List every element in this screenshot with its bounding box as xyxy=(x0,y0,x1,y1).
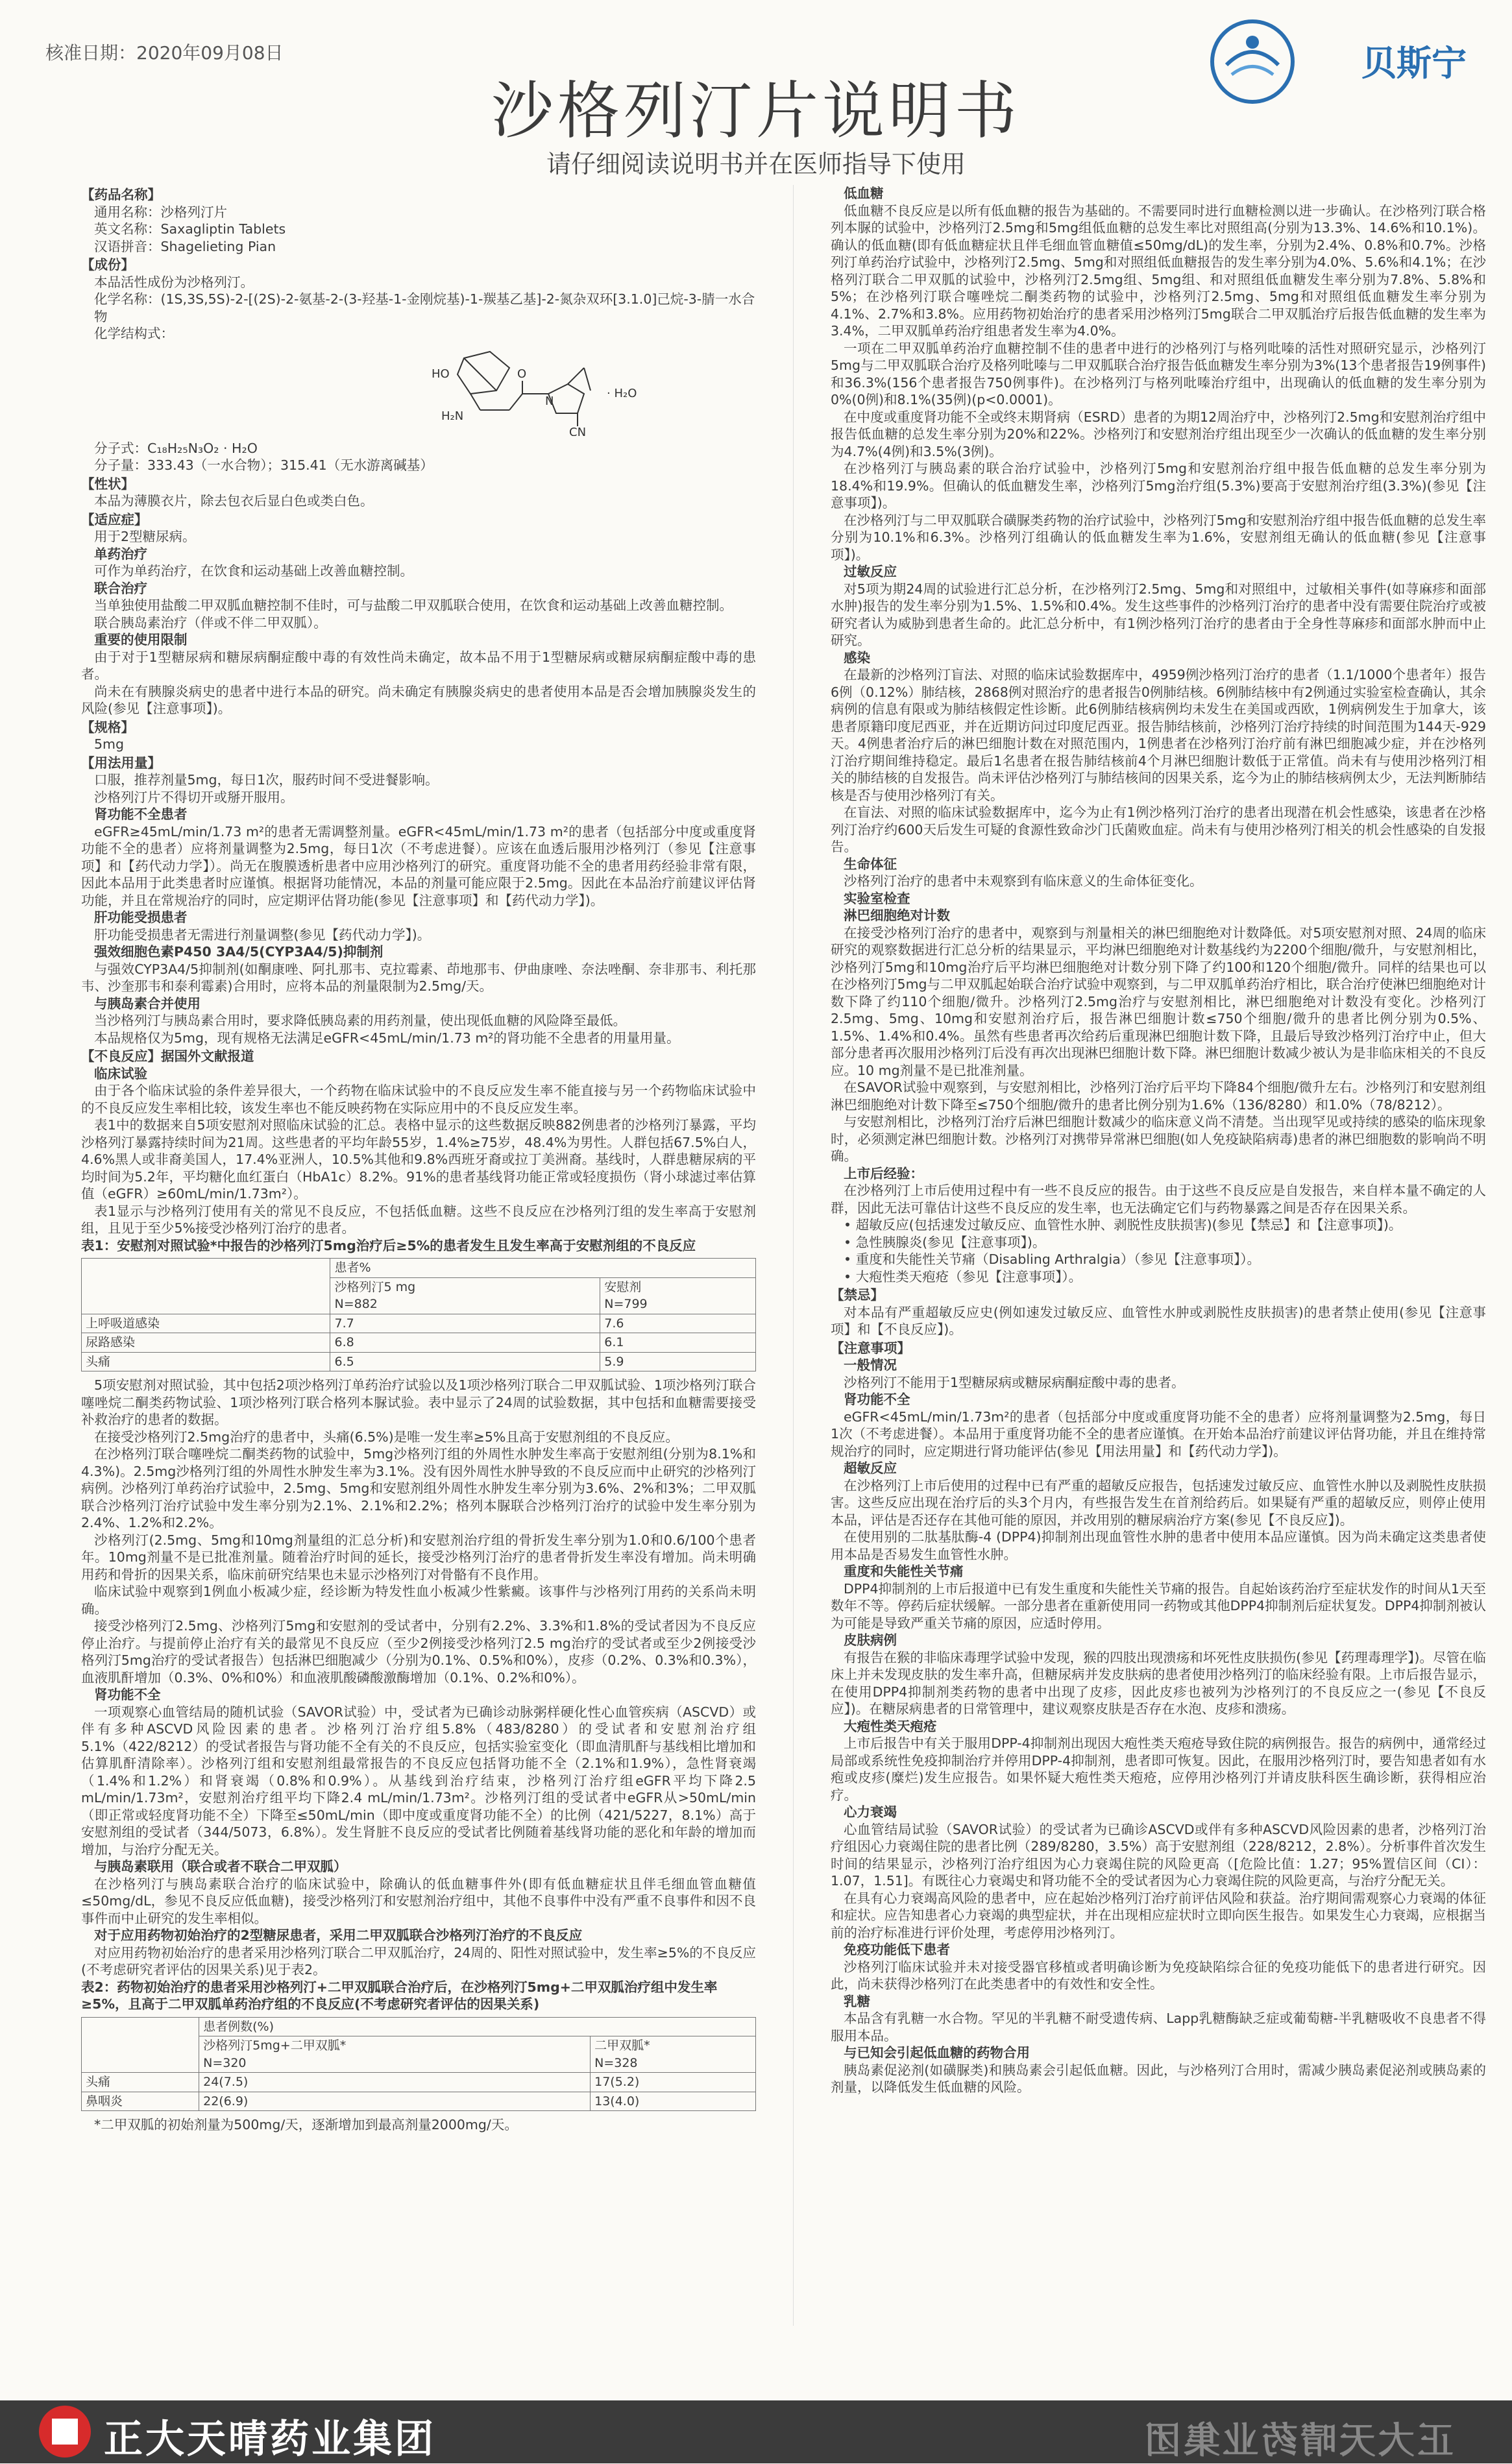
table-header-n: N=320 xyxy=(203,2055,247,2070)
precaution-renal-heading: 肾功能不全 xyxy=(844,1392,910,1407)
postmarketing-item: • 急性胰腺炎(参见【注意事项】)。 xyxy=(844,1234,1046,1250)
hypersensitivity-text: 对5项为期24周的试验进行汇总分析，在沙格列汀2.5mg、5mg和对照组中，过敏相关事件(如荨麻疹和面部水肿)报告的发生率分别为1.5%、1.5%和0.4%。发生这些事件的沙格列汀治疗的患者中没有需要住院治疗或被研究者认为威胁到患者生命的。此汇总分析中，有1例沙格列汀治疗的患者由于全身性荨麻疹和面部水肿而中止研究。 xyxy=(831,581,1486,648)
table-row: 头痛 24(7.5) 17(5.2) xyxy=(82,2073,756,2092)
mono-therapy-heading: 单药治疗 xyxy=(94,546,147,562)
section-properties: 【性状】 xyxy=(81,476,134,492)
dosage-text: 口服，推荐剂量5mg，每日1次，服药时间不受进餐影响。 xyxy=(94,772,439,788)
arthralgia-heading: 重度和失能性关节痛 xyxy=(844,1564,964,1579)
renal-adr-text: 一项观察心血管结局的随机试验（SAVOR试验）中，受试者为已确诊动脉粥样硬化性心血管疾病（ASCVD）或伴有多种ASCVD风险因素的患者。沙格列汀治疗组5.8%（483/8280）的受试者和安慰剂治疗组5.1%（422/8212）的受试者报告与肾功能不全有关的不良反应，包括实验室变化（即血清肌酐与基线相比增加和估算肌酐清除率）。沙格列汀组和安慰剂组最常报告的不良反应包括肾功能不全（2.1%和1.9%），急性肾衰竭（1.4%和1.2%）和肾衰竭（0.8%和0.9%）。从基线到治疗结束，沙格列汀治疗组eGFR平均下降2.5 mL/min/1.73m²，安慰剂治疗组平均下降2.4 mL/min/1.73m²。沙格列汀组的受试者中eGFR从>50mL/min（即正常或轻度肾功能不全）下降至≤50mL/min（即中度或重度肾功能不全）的比例（421/5227，8.1%）高于安慰剂组的受试者（344/5073，6.8%）。发生肾脏不良反应的受试者比例随着基线肾功能的恶化和年龄的增加而增加，与治疗分配无关。 xyxy=(81,1704,756,1857)
right-column xyxy=(831,185,1486,2329)
infection-heading: 感染 xyxy=(844,649,870,666)
table-row: 鼻咽炎 22(6.9) 13(4.0) xyxy=(82,2092,756,2111)
bullous-pemphigoid-text: 上市后报告中有关于服用DPP-4抑制剂出现因大疱性类天疱疮导致住院的病例报告。报告的病例中，通常经过局部或系统性免疫抑制治疗并停用DPP-4抑制剂，患者即可恢复。因此，在服用沙格列汀时，要告知患者如有水疱或皮疹(糜烂)发生应报告。如果怀疑大疱性类天疱疮，应停用沙格列汀并请皮肤科医生确诊断，获得相应治疗。 xyxy=(831,1735,1486,1803)
clinical-trials-text: 表1中的数据来自5项安慰剂对照临床试验的汇总。表格中显示的这些数据反映882例患者的沙格列汀暴露，平均沙格列汀暴露持续时间为21周。这些患者的平均年龄55岁，1.4%≥75岁，48.4%为男性。人群包括67.5%白人，4.6%黑人或非裔美国人，17.4%亚洲人，10.5%其他和9.8%西班牙裔或拉丁美洲裔。基线时，人群患糖尿病的平均时间为5.2年，平均糖化血红蛋白（HbA1c）8.2%。91%的患者基线肾功能正常或轻度损伤（肾小球滤过率估算值（eGFR）≥60mL/min/1.73m²）。 xyxy=(81,1117,756,1202)
adr-text: 在沙格列汀联合噻唑烷二酮类药物的试验中，5mg沙格列汀组的外周性水肿发生率高于安慰剂组(分别为8.1%和4.3%)。2.5mg沙格列汀组的外周性水肿发生率为3.1%。没有因外周性水肿导致的不良反应而中止研究的沙格列汀病例。沙格列汀单药治疗试验中，2.5mg、5mg和安慰剂组外周性水肿发生率分别为3.6%、2%和3%；二甲双胍联合沙格列汀治疗试验中发生率分别为2.1%、2.1%和2.2%；格列本脲联合沙格列汀治疗的试验中发生率分别为2.4%、1.2%和2.2%。 xyxy=(81,1446,756,1530)
combo-therapy-heading: 联合治疗 xyxy=(94,580,147,596)
table-cell xyxy=(82,1259,330,1314)
section-dosage: 【用法用量】 xyxy=(81,755,161,771)
molecular-formula: 分子式：C₁₈H₂₅N₃O₂ · H₂O xyxy=(94,440,258,456)
insulin-heading: 与胰岛素合并使用 xyxy=(94,995,201,1011)
table-row: 头痛 6.5 5.9 xyxy=(82,1352,756,1371)
skin-heading: 皮肤病例 xyxy=(844,1632,897,1648)
vital-signs-heading: 生命体征 xyxy=(844,856,897,872)
cyp-heading: 强效细胞色素P450 3A4/5(CYP3A4/5)抑制剂 xyxy=(94,944,384,960)
lactose-heading: 乳糖 xyxy=(844,1993,870,2009)
hypo-drugs-heading: 与已知会引起低血糖的药物合用 xyxy=(844,2045,1030,2060)
table-header-label: 沙格列汀5mg+二甲双胍* xyxy=(203,2038,347,2053)
general-heading: 一般情况 xyxy=(844,1357,897,1373)
section-contraindications: 【禁忌】 xyxy=(831,1287,884,1303)
table-header xyxy=(199,2036,591,2073)
infection-text: 在最新的沙格列汀盲法、对照的临床试验数据库中，4959例沙格列汀治疗的患者（1.1/1000个患者年）报告6例（0.12%）肺结核，2868例对照治疗的患者报告0例肺结核。6例肺结核中有2例通过实验室检查确认，其余病例的信息有限或为肺结核假定性诊断。此6例肺结核病例均未发生在美国或西欧，1例病例发生于加拿大，该患者原籍印度尼西亚，并在近期访问过印度尼西亚。报告肺结核前，沙格列汀治疗持续的时间范围为144天-929天。4例患者治疗后的淋巴细胞计数在对照范围内，1例患者在沙格列汀治疗前有淋巴细胞减少症，并在沙格列汀治疗期间维持稳定。最后1名患者在报告肺结核前4个月淋巴细胞计数低于正常值。尚未有与使用沙格列汀相关的肺结核的自发报告。尚未评估沙格列汀与肺结核间的因果关系，迄今为止的肺结核病例太少，无法判断肺结核是否与使用沙格列汀有关。 xyxy=(831,667,1486,803)
struct-label-h2n: H₂N xyxy=(441,409,464,423)
table-row: 上呼吸道感染 7.7 7.6 xyxy=(82,1314,756,1333)
company-name: 正大天晴药业集团 xyxy=(104,2417,436,2462)
company-logo-icon xyxy=(39,2406,91,2458)
section-precautions: 【注意事项】 xyxy=(831,1340,910,1356)
hypoglycemia-text: 在中度或重度肾功能不全或终末期肾病（ESRD）患者的为期12周治疗中，沙格列汀2.5mg和安慰剂治疗组中报告低血糖的总发生率分别为20%和22%。沙格列汀和安慰剂治疗组出现至少一次确认的低血糖的发生率分别为4.7%(4例)和3.5%(3例)。 xyxy=(831,409,1486,459)
table-header-label: 沙格列汀5 mg xyxy=(334,1279,416,1294)
adr-text: 在接受沙格列汀2.5mg治疗的患者中，头痛(6.5%)是唯一发生率≥5%且高于安慰剂组的不良反应。 xyxy=(94,1429,679,1445)
section-adverse-reactions: 【不良反应】据国外文献报道 xyxy=(81,1048,254,1064)
specification-text: 5mg xyxy=(94,736,125,752)
insulin-adr-text: 在沙格列汀与胰岛素联合治疗的临床试验中，除确认的低血糖事件外(即有低血糖症状且伴毛细血管血糖值≤50mg/dL，参见不良反应低血糖)，接受沙格列汀和安慰剂治疗组中，其他不良事件中没有严重不良事件和因不良事件而中止研究的发生率相似。 xyxy=(81,1876,756,1926)
immunocompromised-text: 沙格列汀临床试验并未对接受器官移植或者明确诊断为免疫缺陷综合征的免疫功能低下的患者进行研究。因此，尚未获得沙格列汀在此类患者中的有效性和安全性。 xyxy=(831,1959,1486,1992)
adr-text: 5项安慰剂对照试验，其中包括2项沙格列汀单药治疗试验以及1项沙格列汀联合二甲双胍试验、1项沙格列汀联合噻唑烷二酮类药物试验、1项沙格列汀联合格列本脲试验。表中显示了24周的试验数据，其中包括和血糖需要接受补救治疗的患者的数据。 xyxy=(81,1377,756,1427)
hypoglycemia-text: 在沙格列汀与二甲双胍联合磺脲类药物的治疗试验中，沙格列汀5mg和安慰剂治疗组中报告低血糖的总发生率分别为10.1%和6.3%。沙格列汀组确认的低血糖发生率为1.6%，安慰剂组无确认的低血糖(参见【注意事项】)。 xyxy=(831,512,1486,562)
heart-failure-heading: 心力衰竭 xyxy=(844,1804,897,1820)
struct-label-cn: CN xyxy=(569,425,587,436)
section-indications: 【适应症】 xyxy=(81,511,148,527)
struct-label-o: O xyxy=(517,367,527,381)
section-specification: 【规格】 xyxy=(81,719,134,735)
lab-tests-heading: 实验室检查 xyxy=(844,890,910,906)
metformin-adr-heading: 对于应用药物初始治疗的2型糖尿患者，采用二甲双胍联合沙格列汀治疗的不良反应 xyxy=(94,1927,583,1943)
section-composition: 【成份】 xyxy=(81,257,134,272)
composition-line: 本品活性成份为沙格列汀。 xyxy=(94,274,254,290)
precaution-hypersensitivity-text: 在使用别的二肽基肽酶-4 (DPP4)抑制剂出现血管性水肿的患者中使用本品应谨慎。因为尚未确定这类患者使用本品是否易发生血管性水肿。 xyxy=(831,1529,1486,1562)
heart-failure-text: 心血管结局试验（SAVOR试验）的受试者为已确诊ASCVD或伴有多种ASCVD风险因素的患者，沙格列汀治疗组因心力衰竭住院的患者比例（289/8280，3.5%）高于安慰剂组（228/8212，2.8%）。分析事件首次发生时间的结果显示，沙格列汀治疗组因为心力衰竭住院的风险更高（[危险比值：1.27；95%置信区间（CI）：1.07，1.51]。有既往心力衰竭史和肾功能不全的受试者因为心力衰竭住院的风险更高，与治疗分配无关。 xyxy=(831,1821,1486,1889)
renal-heading: 肾功能不全患者 xyxy=(94,806,188,822)
limitations-heading: 重要的使用限制 xyxy=(94,632,188,647)
approval-date: 核准日期：2020年09月08日 xyxy=(45,42,284,64)
postmarketing-item: • 超敏反应(包括速发过敏反应、血管性水肿、剥脱性皮肤损害)(参见【禁忌】和【注意事项】)。 xyxy=(844,1217,1402,1233)
limitations-text: 尚未在有胰腺炎病史的患者中进行本品的研究。尚未确定有胰腺炎病史的患者使用本品是否会增加胰腺炎发生的风险(参见【注意事项】)。 xyxy=(81,683,756,716)
drug-name-line: 通用名称：沙格列汀片 xyxy=(94,204,227,220)
table-header-group: 患者% xyxy=(330,1259,756,1278)
table-header-n: N=882 xyxy=(334,1297,378,1311)
lymphocyte-heading: 淋巴细胞绝对计数 xyxy=(844,908,950,923)
renal-adr-heading: 肾功能不全 xyxy=(94,1687,161,1702)
hypoglycemia-text: 低血糖不良反应是以所有低血糖的报告为基础的。不需要同时进行血糖检测以进一步确认。在沙格列汀联合格列本脲的试验中，沙格列汀2.5mg和5mg组低血糖的总发生率比对照组高(分别为13.3%、14.6%和10.1%)。确认的低血糖(即有低血糖症状且伴毛细血管血糖值≤50mg/dL)的发生率，分别为2.4%、0.8%和0.7%。沙格列汀单药治疗试验中，沙格列汀2.5mg、5mg和对照组低血糖报告的发生率分别为4.0%、5.6%和4.1%；在沙格列汀联合二甲双胍的试验中，沙格列汀2.5mg组、5mg组、和对照组低血糖发生率分别为7.8%、5.8%和5%；在沙格列汀联合噻唑烷二酮类药物的试验中，沙格列汀2.5mg、5mg和对照组低血糖发生率分别为4.1%、2.7%和3.8%。应用药物初始治疗的患者采用沙格列汀5mg联合二甲双胍治疗后报告低血糖的发生率为3.4%，二甲双胍单药治疗组患者发生率为4.0%。 xyxy=(831,202,1486,339)
section-drug-name: 【药品名称】 xyxy=(81,187,161,202)
lymphocyte-text: 在SAVOR试验中观察到，与安慰剂相比，沙格列汀治疗后平均下降84个细胞/微升左右。沙格列汀和安慰剂组淋巴细胞绝对计数下降至≤750个细胞/微升的患者比例分别为1.6%（136/8280）和1.0%（78/8212）。 xyxy=(831,1080,1486,1113)
combo-therapy-text: 当单独使用盐酸二甲双胍血糖控制不佳时，可与盐酸二甲双胍联合使用，在饮食和运动基础上改善血糖控制。 xyxy=(94,598,733,613)
page-title: 沙格列汀片说明书 xyxy=(491,75,1021,147)
clinical-trials-heading: 临床试验 xyxy=(94,1065,147,1081)
hepatic-text: 肝功能受损患者无需进行剂量调整(参见【药代动力学】)。 xyxy=(94,926,431,943)
infection-text: 在盲法、对照的临床试验数据库中，迄今为止有1例沙格列汀治疗的患者出现潜在机会性感染，该患者在沙格列汀治疗约600天后发生可疑的食源性致命沙门氏菌败血症。尚未有与使用沙格列汀相关的机会性感染的自发报告。 xyxy=(831,804,1486,854)
table2-note: *二甲双胍的初始剂量为500mg/天，逐渐增加到最高剂量2000mg/天。 xyxy=(94,2117,518,2132)
precaution-hypersensitivity-heading: 超敏反应 xyxy=(844,1460,897,1476)
insulin-text: 本品规格仅为5mg，现有规格无法满足eGFR<45mL/min/1.73 m²的肾功能不全患者的用量用量。 xyxy=(94,1030,680,1046)
table-header-group: 患者例数(%) xyxy=(199,2017,756,2036)
hypoglycemia-heading: 低血糖 xyxy=(844,186,884,201)
combo-therapy-text: 联合胰岛素治疗（伴或不伴二甲双胍）。 xyxy=(94,614,327,631)
table-header xyxy=(330,1277,600,1314)
renal-text: eGFR≥45mL/min/1.73 m²的患者无需调整剂量。eGFR<45mL/min/1.73 m²的患者（包括部分中度或重度肾功能不全的患者）应将剂量调整为2.5mg，每日1次（不考虑进餐）。应该在血透后服用沙格列汀（参见【注意事项】和【药代动力学】）。尚无在腹膜透析患者中应用沙格列汀的研究。重度肾功能不全的患者用药经验非常有限，因此本品用于此类患者时应谨慎。根据肾功能情况，本品的剂量可能应限于2.5mg。因此在本品治疗前建议评估肾功能，并且在常规治疗的同时，应定期评估肾功能(参见【注意事项】和【药代动力学】)。 xyxy=(81,823,756,908)
lymphocyte-text: 在接受沙格列汀治疗的患者中，观察到与剂量相关的淋巴细胞绝对计数降低。对5项安慰剂对照、24周的临床研究的观察数据进行汇总分析的结果显示，平均淋巴细胞绝对计数基线约为2200个细胞/微升，与安慰剂相比，沙格列汀5mg和10mg治疗后平均淋巴细胞绝对计数分别下降了约100和120个细胞/微升。同样的结果也可以在沙格列汀5mg与二甲双胍起始联合治疗试验中观察到，与二甲双胍单药治疗相比，联合治疗使淋巴细胞绝对计数下降了约110个细胞/微升。沙格列汀2.5mg治疗与安慰剂相比，淋巴细胞绝对计数没有变化。沙格列汀2.5mg、5mg、10mg和安慰剂治疗后，报告淋巴细胞计数≤750个细胞/微升的患者比例分别为0.5%、1.5%、1.4%和0.4%。虽然有些患者再次给药后重现淋巴细胞计数下降，且最后导致沙格列汀治疗中止，但大部分患者再次服用沙格列汀后没有再次出现淋巴细胞计数下降。淋巴细胞计数减少被认为是非临床相关的不良反应。10 mg剂量不是已批准剂量。 xyxy=(831,924,1486,1078)
struct-label-n: N xyxy=(545,394,554,408)
heart-failure-text: 在具有心力衰竭高风险的患者中，应在起始沙格列汀治疗前评估风险和获益。治疗期间需观察心力衰竭的体征和症状。应告知患者心力衰竭的典型症状，并在出现相应症状时立即向医生报告。如果发生心力衰竭，应根据当前的治疗标准进行评价处理，考虑停用沙格列汀。 xyxy=(831,1890,1486,1940)
hypo-drugs-text: 胰岛素促泌剂(如磺脲类)和胰岛素会引起低血糖。因此，与沙格列汀合用时，需减少胰岛素促泌剂或胰岛素的剂量，以降低发生低血糖的风险。 xyxy=(831,2062,1486,2095)
table1 xyxy=(81,1258,756,1371)
hypersensitivity-heading: 过敏反应 xyxy=(844,564,897,579)
left-column xyxy=(81,185,756,2329)
table-header-label: 安慰剂 xyxy=(604,1279,642,1294)
drug-name-line: 汉语拼音：Shagelieting Pian xyxy=(94,238,276,254)
hypoglycemia-text: 一项在二甲双胍单药治疗血糖控制不佳的患者中进行的沙格列汀与格列吡嗪的活性对照研究显示，沙格列汀5mg与二甲双胍联合治疗及格列吡嗪与二甲双胍联合治疗报告低血糖发生率分别为3%(13个患者报告19例事件)和36.3%(156个患者报告750例事件)。在沙格列汀与格列吡嗪治疗组中，出现确认的低血糖的发生率分别为0%(0例)和8.1%(35例)(p<0.0001)。 xyxy=(831,340,1486,407)
adr-text: 接受沙格列汀2.5mg、沙格列汀5mg和安慰剂的受试者中，分别有2.2%、3.3%和1.8%的受试者因为不良反应停止治疗。与提前停止治疗有关的最常见不良反应（至少2例接受沙格列汀2.5 mg治疗的受试者或至少2例接受沙格列汀5mg治疗的受试者报告）包括淋巴细胞减少（分别为0.1%、0.5%和0%），皮疹（0.2%、0.3%和0.3%），血液肌酐增加（0.3%、0%和0%）和血液肌酸磷酸激酶增加（0.1%、0.2%和0%）。 xyxy=(81,1618,756,1685)
adr-text: 沙格列汀(2.5mg、5mg和10mg剂量组的汇总分析)和安慰剂治疗组的骨折发生率分别为1.0和0.6/100个患者年。10mg剂量不是已批准剂量。随着治疗时间的延长，接受沙格列汀治疗的患者骨折发生率没有增加。尚未明确用药和骨折的因果关系，临床前研究结果也未显示沙格列汀对骨骼有不良作用。 xyxy=(81,1532,756,1582)
table-header-n: N=328 xyxy=(594,2055,638,2070)
table-header-n: N=799 xyxy=(604,1297,648,1311)
table-header-label: 二甲双胍* xyxy=(594,2038,650,2053)
postmarketing-item: • 重度和失能性关节痛（Disabling Arthralgia）（参见【注意事项】）。 xyxy=(844,1251,1260,1267)
footer xyxy=(0,2374,1512,2463)
clinical-trials-text: 由于各个临床试验的条件差异很大，一个药物在临床试验中的不良反应发生率不能直接与另一个药物临床试验中的不良反应发生率相比较，该发生率也不能反映药物在实际应用中的不良反应发生率。 xyxy=(81,1083,756,1116)
arthralgia-text: DPP4抑制剂的上市后报道中已有发生重度和失能性关节痛的报告。自起始该药治疗至症状发作的时间从1天至数年不等。停药后症状缓解。一部分患者在重新使用同一药物或其他DPP4抑制剂后症状复发。DPP4抑制剂被认为可能是导致严重关节痛的原因，应适时停用。 xyxy=(831,1580,1486,1631)
adr-text: 临床试验中观察到1例血小板减少症，经诊断为特发性血小板减少性紫癜。该事件与沙格列汀用药的关系尚未明确。 xyxy=(81,1584,756,1617)
insulin-adr-heading: 与胰岛素联用（联合或者不联合二甲双胍） xyxy=(94,1859,347,1874)
contraindications-text: 对本品有严重超敏反应史(例如速发过敏反应、血管性水肿或剥脱性皮肤损害)的患者禁止使用(参见【注意事项】和【不良反应】)。 xyxy=(831,1304,1486,1337)
chemical-structure xyxy=(419,345,665,436)
skin-text: 有报告在猴的非临床毒理学试验中发现，猴的四肢出现溃疡和坏死性皮肤损伤(参见【药理毒理学】)。尽管在临床上并未发现皮肤的发生率升高，但糖尿病并发皮肤病的患者使用沙格列汀的临床经验有限。上市后报告显示，在使用DPP4抑制剂类药物的患者中出现了皮疹，因此皮疹也被列为沙格列汀的不良反应之一(参见【不良反应】)。在糖尿病患者的日常管理中，建议观察皮肤是否存在水泡、皮疹和溃疡。 xyxy=(831,1649,1486,1717)
vital-signs-text: 沙格列汀治疗的患者中未观察到有临床意义的生命体征变化。 xyxy=(844,873,1203,889)
cyp-text: 与强效CYP3A4/5抑制剂(如酮康唑、阿扎那韦、克拉霉素、茚地那韦、伊曲康唑、奈法唑酮、奈非那韦、利托那韦、沙奎那韦和泰利霉素)合用时，应将本品的剂量限制为2.5mg/天。 xyxy=(81,961,756,994)
insulin-text: 当沙格列汀与胰岛素合用时，要求降低胰岛素的用药剂量，使出现低血糖的风险降至最低。 xyxy=(94,1013,626,1028)
general-text: 沙格列汀不能用于1型糖尿病或糖尿病酮症酸中毒的患者。 xyxy=(844,1374,1185,1390)
postmarketing-heading: 上市后经验： xyxy=(844,1165,923,1181)
clinical-trials-text: 表1显示与沙格列汀使用有关的常见不良反应，不包括低血糖。这些不良反应在沙格列汀组的发生率高于安慰剂组，且见于至少5%接受沙格列汀治疗的患者。 xyxy=(81,1203,756,1236)
dosage-text: 沙格列汀片不得切开或掰开服用。 xyxy=(94,789,294,805)
table2-caption: 表2：药物初始治疗的患者采用沙格列汀+二甲双胍联合治疗后，在沙格列汀5mg+二甲双胍治疗组中发生率≥5%，且高于二甲双胍单药治疗组的不良反应(不考虑研究者评估的因果关系) xyxy=(81,1979,718,2012)
indications-text: 用于2型糖尿病。 xyxy=(94,529,196,544)
table-header xyxy=(591,2036,756,2073)
table-header xyxy=(600,1277,756,1314)
precaution-renal-text: eGFR<45mL/min/1.73m²的患者（包括部分中度或重度肾功能不全的患者）应将剂量调整为2.5mg，每日1次（不考虑进餐）。本品用于重度肾功能不全的患者应谨慎。在开始本品治疗前建议评估肾功能，并且在维持常规治疗的同时，应定期进行肾功能评估(参见【用法用量】和【药代动力学】)。 xyxy=(831,1408,1486,1459)
company-name-mirrored: 正大天晴药业集团 xyxy=(1142,2420,1454,2462)
table2 xyxy=(81,2017,756,2112)
page-subtitle: 请仔细阅读说明书并在医师指导下使用 xyxy=(546,150,966,178)
mono-therapy-text: 可作为单药治疗，在饮食和运动基础上改善血糖控制。 xyxy=(94,563,413,579)
lactose-text: 本品含有乳糖一水合物。罕见的半乳糖不耐受遗传病、Lapp乳糖酶缺乏症或葡萄糖-半乳糖吸收不良患者不得服用本品。 xyxy=(831,2011,1486,2044)
precaution-hypersensitivity-text: 在沙格列汀上市后使用的过程中已有严重的超敏反应报告，包括速发过敏反应、血管性水肿以及剥脱性皮肤损害。这些反应出现在治疗后的头3个月内，有些报告发生在首剂给药后。如果疑有严重的超敏反应，则停止使用本品，评估是否还存在其他可能的原因，并改用别的糖尿病治疗方案(参见【不良反应】)。 xyxy=(831,1477,1486,1528)
metformin-adr-text: 对应用药物初始治疗的患者采用沙格列汀联合二甲双胍治疗，24周的、阳性对照试验中，发生率≥5%的不良反应(不考虑研究者评估的因果关系)见于表2。 xyxy=(81,1944,756,1977)
table-row: 尿路感染 6.8 6.1 xyxy=(82,1333,756,1353)
struct-label-ho: HO xyxy=(432,367,450,381)
table-cell xyxy=(82,2017,199,2073)
column-divider xyxy=(793,185,794,2326)
hepatic-heading: 肝功能受损患者 xyxy=(94,910,188,925)
brand-name: 贝斯宁 xyxy=(1361,43,1467,84)
lymphocyte-text: 与安慰剂相比，沙格列汀治疗后淋巴细胞计数减少的临床意义尚不清楚。当出现罕见或持续的感染的临床现象时，必须测定淋巴细胞计数。沙格列汀对携带异常淋巴细胞(如人免疫缺陷病毒)患者的淋巴细胞数的影响尚不明确。 xyxy=(831,1114,1486,1164)
struct-label-h2o: · H₂O xyxy=(607,386,637,400)
properties-text: 本品为薄膜衣片，除去包衣后显白色或类白色。 xyxy=(94,493,374,509)
postmarketing-text: 在沙格列汀上市后使用过程中有一些不良反应的报告。由于这些不良反应是自发报告，来自样本量不确定的人群，因此无法可靠估计这些不良反应的发生率，也无法确定它们与药物暴露之间是否存在因果关系。 xyxy=(831,1183,1486,1216)
composition-line: 化学结构式： xyxy=(94,326,174,341)
composition-line: 化学名称：(1S,3S,5S)-2-[(2S)-2-氨基-2-(3-羟基-1-金刚烷基)-1-羰基乙基]-2-氮杂双环[3.1.0]己烷-3-腈一水合物 xyxy=(94,291,755,324)
table1-caption: 表1：安慰剂对照试验*中报告的沙格列汀5mg治疗后≥5%的患者发生且发生率高于安慰剂组的不良反应 xyxy=(81,1237,696,1253)
molecular-weight: 分子量：333.43（一水合物）；315.41（无水游离碱基） xyxy=(94,457,433,473)
limitations-text: 由于对于1型糖尿病和糖尿病酮症酸中毒的有效性尚未确定，故本品不用于1型糖尿病或糖尿病酮症酸中毒的患者。 xyxy=(81,649,756,682)
postmarketing-item: • 大疱性类天疱疮（参见【注意事项】）。 xyxy=(844,1268,1082,1285)
bullous-pemphigoid-heading: 大疱性类天疱疮 xyxy=(844,1718,937,1734)
drug-name-line: 英文名称：Saxagliptin Tablets xyxy=(94,221,286,237)
hypoglycemia-text: 在沙格列汀与胰岛素的联合治疗试验中，沙格列汀5mg和安慰剂治疗组中报告低血糖的总发生率分别为18.4%和19.9%。但确认的低血糖发生率，沙格列汀5mg治疗组(5.3%)要高于安慰剂治疗组(3.3%)(参见【注意事项】)。 xyxy=(831,461,1486,511)
immunocompromised-heading: 免疫功能低下患者 xyxy=(844,1942,950,1957)
